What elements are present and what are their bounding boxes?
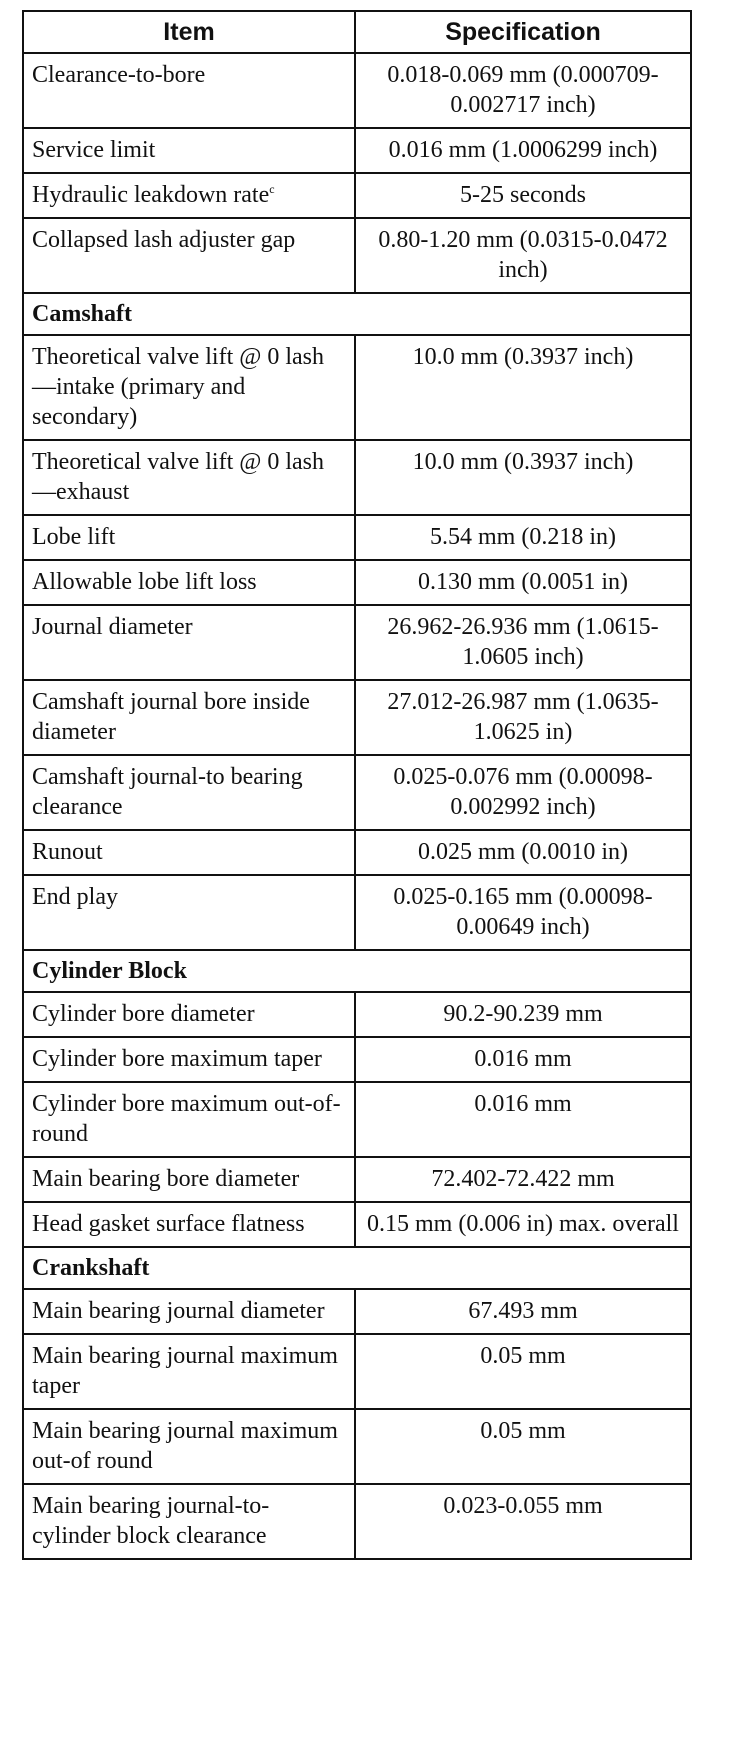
table-row <box>23 755 691 830</box>
item-cell <box>23 992 355 1037</box>
item-cell <box>23 128 355 173</box>
item-cell <box>23 605 355 680</box>
specification-table <box>22 10 692 1560</box>
specification-cell: 72.402-72.422 mm <box>355 1157 691 1202</box>
specification-cell: 0.016 mm (1.0006299 inch) <box>355 128 691 173</box>
specification-cell: 0.05 mm <box>355 1409 691 1484</box>
table-row <box>23 1082 691 1157</box>
item-label: Cylinder bore maximum taper <box>32 1046 322 1072</box>
item-cell <box>23 1289 355 1334</box>
item-label: Journal diameter <box>32 614 193 640</box>
section-row <box>23 293 691 335</box>
specification-cell: 0.016 mm <box>355 1037 691 1082</box>
table-row <box>23 680 691 755</box>
table-body <box>23 53 691 1559</box>
item-cell <box>23 1484 355 1559</box>
item-label: Main bearing journal maximum out-of round <box>32 1418 338 1474</box>
table-row <box>23 1202 691 1247</box>
item-cell <box>23 1334 355 1409</box>
item-label: Theoretical valve lift @ 0 lash—exhaust <box>32 449 324 505</box>
item-cell <box>23 335 355 440</box>
section-row <box>23 950 691 992</box>
table-row <box>23 335 691 440</box>
specification-cell: 27.012-26.987 mm (1.0635-1.0625 in) <box>355 680 691 755</box>
table-row <box>23 1334 691 1409</box>
item-label: Collapsed lash adjuster gap <box>32 227 296 253</box>
section-heading: Camshaft <box>23 293 691 335</box>
specification-cell: 0.15 mm (0.006 in) max. overall <box>355 1202 691 1247</box>
item-cell <box>23 755 355 830</box>
item-label: Service limit <box>32 137 156 163</box>
specification-cell: 0.025 mm (0.0010 in) <box>355 830 691 875</box>
item-cell <box>23 218 355 293</box>
specification-cell: 0.130 mm (0.0051 in) <box>355 560 691 605</box>
item-label: Cylinder bore maximum out-of-round <box>32 1091 341 1147</box>
specification-cell: 10.0 mm (0.3937 inch) <box>355 440 691 515</box>
specification-cell: 0.025-0.076 mm (0.00098-0.002992 inch) <box>355 755 691 830</box>
item-cell <box>23 680 355 755</box>
table-row <box>23 560 691 605</box>
item-cell <box>23 173 355 218</box>
item-cell <box>23 515 355 560</box>
item-label: Main bearing journal-to-cylinder block clearance <box>32 1493 270 1549</box>
specification-cell: 90.2-90.239 mm <box>355 992 691 1037</box>
item-label: Clearance-to-bore <box>32 62 206 88</box>
table-row <box>23 1037 691 1082</box>
table-row <box>23 1157 691 1202</box>
item-cell <box>23 1157 355 1202</box>
item-cell <box>23 440 355 515</box>
specification-cell: 0.80-1.20 mm (0.0315-0.0472 inch) <box>355 218 691 293</box>
specification-cell: 0.023-0.055 mm <box>355 1484 691 1559</box>
item-label: Main bearing journal maximum taper <box>32 1343 338 1399</box>
item-label: Runout <box>32 839 103 865</box>
table-header <box>23 11 691 53</box>
item-label: Main bearing bore diameter <box>32 1166 300 1192</box>
item-label: Cylinder bore diameter <box>32 1001 255 1027</box>
specification-cell: 10.0 mm (0.3937 inch) <box>355 335 691 440</box>
item-label: Camshaft journal-to bearing clearance <box>32 764 303 820</box>
item-label: Main bearing journal diameter <box>32 1298 325 1324</box>
specification-cell: 5.54 mm (0.218 in) <box>355 515 691 560</box>
item-label: End play <box>32 884 118 910</box>
item-column-header: Item <box>23 11 355 53</box>
item-label: Camshaft journal bore inside diameter <box>32 689 310 745</box>
footnote-marker: c <box>269 182 275 196</box>
table-row <box>23 218 691 293</box>
section-heading: Crankshaft <box>23 1247 691 1289</box>
item-label: Hydraulic leakdown rate <box>32 182 270 208</box>
table-row <box>23 605 691 680</box>
item-cell <box>23 1409 355 1484</box>
specification-column-header: Specification <box>355 11 691 53</box>
item-cell <box>23 560 355 605</box>
specification-cell: 0.05 mm <box>355 1334 691 1409</box>
item-label: Allowable lobe lift loss <box>32 569 257 595</box>
specification-cell: 0.025-0.165 mm (0.00098-0.00649 inch) <box>355 875 691 950</box>
section-heading: Cylinder Block <box>23 950 691 992</box>
specification-cell: 26.962-26.936 mm (1.0615-1.0605 inch) <box>355 605 691 680</box>
table-row <box>23 992 691 1037</box>
item-cell <box>23 1037 355 1082</box>
specification-cell: 0.018-0.069 mm (0.000709-0.002717 inch) <box>355 53 691 128</box>
table-row <box>23 875 691 950</box>
specification-cell: 5-25 seconds <box>355 173 691 218</box>
item-label: Theoretical valve lift @ 0 lash—intake (primary and secondary) <box>32 344 324 430</box>
item-label: Head gasket surface flatness <box>32 1211 305 1237</box>
item-label: Lobe lift <box>32 524 116 550</box>
specification-cell: 0.016 mm <box>355 1082 691 1157</box>
item-cell <box>23 1202 355 1247</box>
table-row <box>23 515 691 560</box>
table-row <box>23 1484 691 1559</box>
table-row <box>23 1289 691 1334</box>
specification-cell: 67.493 mm <box>355 1289 691 1334</box>
table-row <box>23 830 691 875</box>
item-cell <box>23 830 355 875</box>
table-row <box>23 173 691 218</box>
table-row <box>23 1409 691 1484</box>
table-row <box>23 53 691 128</box>
table-row <box>23 440 691 515</box>
item-cell <box>23 53 355 128</box>
item-cell <box>23 1082 355 1157</box>
header-row <box>23 11 691 53</box>
table-row <box>23 128 691 173</box>
section-row <box>23 1247 691 1289</box>
item-cell <box>23 875 355 950</box>
